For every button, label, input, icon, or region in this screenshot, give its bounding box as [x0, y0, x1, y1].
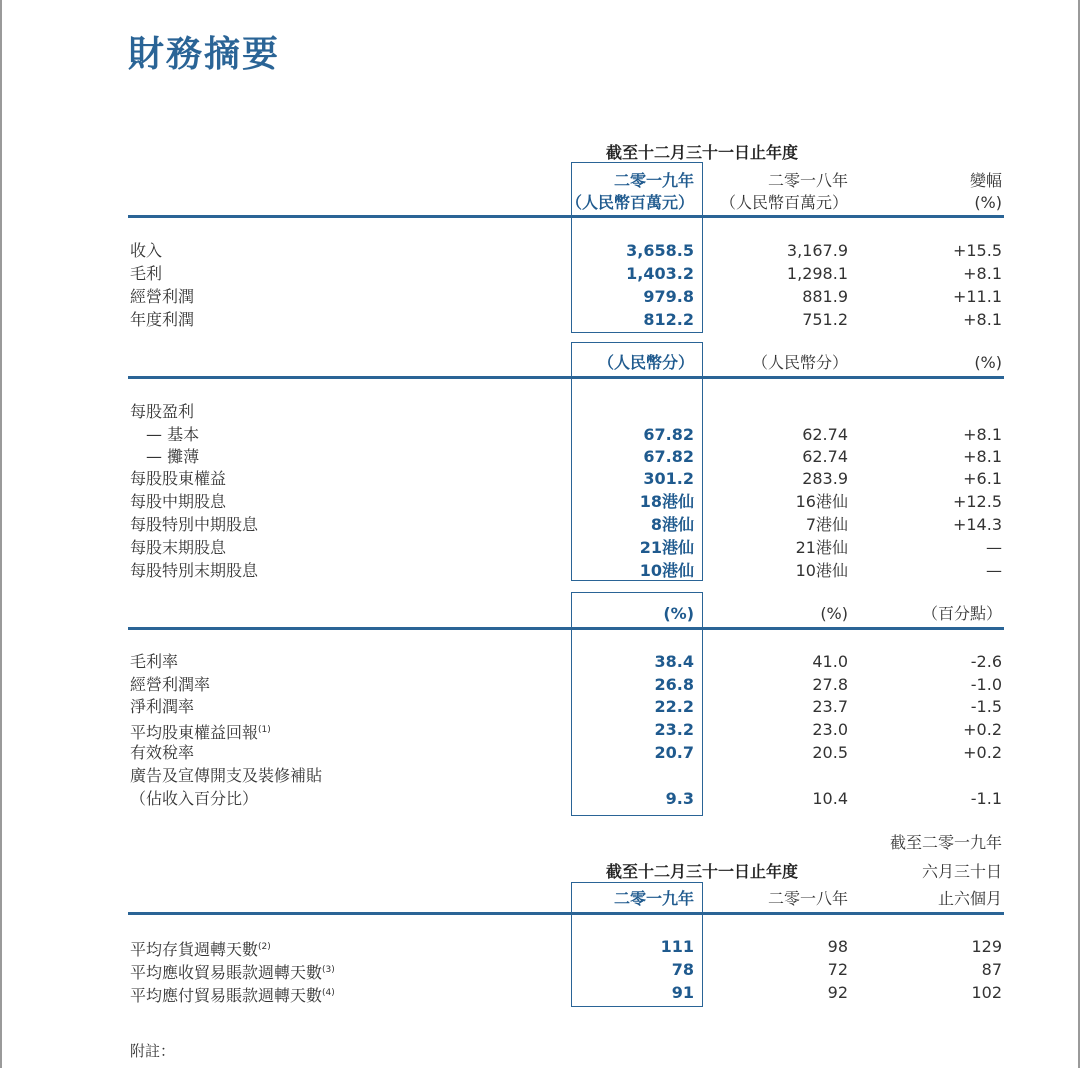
value-2019: 91 — [671, 983, 694, 1002]
value-2018: 10港仙 — [795, 561, 848, 580]
row-label: 有效稅率 — [130, 743, 195, 762]
value-change: +0.2 — [963, 743, 1002, 762]
value-2018: 16港仙 — [795, 492, 848, 511]
value-2018: 41.0 — [812, 652, 848, 671]
value-2018: 1,298.1 — [786, 264, 848, 283]
footnote-ref: (3) — [322, 965, 335, 975]
value-2019: 67.82 — [643, 425, 694, 444]
value-2018: 23.0 — [812, 720, 848, 739]
col-change-header: 變幅 — [969, 171, 1002, 190]
unit-change: （百分點） — [921, 604, 1002, 623]
col3-header-line2: 六月三十日 — [921, 862, 1002, 881]
footnote-ref: (2) — [258, 942, 271, 952]
row-label: — 基本 — [146, 425, 200, 444]
value-change: -1.1 — [970, 789, 1002, 808]
section-divider — [128, 627, 1004, 630]
row-label: 每股末期股息 — [130, 538, 227, 557]
value-change: +12.5 — [952, 492, 1002, 511]
row-label: 每股股東權益 — [130, 469, 227, 488]
value-2018: 21港仙 — [795, 538, 848, 557]
value-change: +8.1 — [963, 310, 1002, 329]
page-title: 財務摘要 — [128, 34, 281, 75]
value-change: +14.3 — [952, 515, 1002, 534]
row-label-text: 平均應收貿易賬款週轉天數 — [130, 963, 323, 982]
row-label: 收入 — [130, 241, 163, 260]
row-label: 每股特別末期股息 — [130, 561, 259, 580]
value-change: +6.1 — [963, 469, 1002, 488]
value-change: +8.1 — [963, 425, 1002, 444]
footnote-heading: 附註： — [130, 1042, 176, 1060]
row-label-text: 平均股東權益回報 — [130, 723, 259, 742]
value-2018: 98 — [827, 937, 848, 956]
value-2018: 751.2 — [802, 310, 848, 329]
value-2018: 62.74 — [802, 447, 848, 466]
col-2019-header: 二零一九年 — [613, 171, 694, 190]
value-2019: 812.2 — [643, 310, 694, 329]
value-2019: 67.82 — [643, 447, 694, 466]
row-label-text: 平均應付貿易賬款週轉天數 — [130, 986, 323, 1005]
period-header: 截至十二月三十一日止年度 — [605, 143, 798, 162]
section-divider — [128, 376, 1004, 379]
row-label: 經營利潤率 — [130, 675, 211, 694]
section-divider — [128, 215, 1004, 218]
row-label: 每股特別中期股息 — [130, 515, 259, 534]
row-label: 毛利率 — [130, 652, 179, 671]
unit-2018: （人民幣分） — [751, 353, 848, 372]
value-2019: 23.2 — [654, 720, 694, 739]
unit-2019: （人民幣分） — [597, 353, 694, 372]
unit-2019: （人民幣百萬元） — [565, 193, 694, 212]
row-label: 毛利 — [130, 264, 163, 283]
section-divider — [128, 912, 1004, 915]
page-edge-left — [0, 0, 2, 1068]
value-2018: 283.9 — [802, 469, 848, 488]
value-2018: 3,167.9 — [786, 241, 848, 260]
value-h1-2019: 87 — [981, 960, 1002, 979]
value-2019: 22.2 — [654, 697, 694, 716]
row-label-text: 平均存貨週轉天數 — [130, 940, 259, 959]
value-change: +11.1 — [952, 287, 1002, 306]
row-label: 每股中期股息 — [130, 492, 227, 511]
col-2018-header: 二零一八年 — [767, 171, 848, 190]
value-change: -2.6 — [970, 652, 1002, 671]
value-2018: 23.7 — [812, 697, 848, 716]
value-2018: 27.8 — [812, 675, 848, 694]
unit-change: (%) — [974, 193, 1002, 212]
value-2018: 10.4 — [812, 789, 848, 808]
value-2019: 38.4 — [654, 652, 694, 671]
value-change: +8.1 — [963, 447, 1002, 466]
row-label: 經營利潤 — [130, 287, 195, 306]
value-2019: 1,403.2 — [626, 264, 694, 283]
col3-header-line1: 截至二零一九年 — [889, 833, 1002, 852]
value-2018: 881.9 — [802, 287, 848, 306]
value-change: -1.5 — [970, 697, 1002, 716]
value-2018: 20.5 — [812, 743, 848, 762]
value-2019: 18港仙 — [639, 492, 694, 511]
value-2018: 7港仙 — [805, 515, 848, 534]
row-label-with-note — [130, 719, 271, 744]
value-change: +8.1 — [963, 264, 1002, 283]
value-2019: 78 — [671, 960, 694, 979]
row-label-with-note — [130, 982, 335, 1007]
value-h1-2019: 129 — [971, 937, 1002, 956]
value-change: — — [986, 538, 1002, 557]
value-2019: 20.7 — [654, 743, 694, 762]
unit-2019: (%) — [663, 604, 694, 623]
group-label: 每股盈利 — [130, 402, 195, 421]
value-2019: 111 — [660, 937, 694, 956]
value-2019: 301.2 — [643, 469, 694, 488]
value-2018: 62.74 — [802, 425, 848, 444]
row-label-with-note — [130, 936, 271, 961]
value-2018: 72 — [827, 960, 848, 979]
col3-header-line3: 止六個月 — [937, 889, 1002, 908]
row-label: — 攤薄 — [146, 447, 200, 466]
footnote-ref: (4) — [322, 988, 335, 998]
footnote-ref: (1) — [258, 725, 271, 735]
period-header: 截至十二月三十一日止年度 — [605, 862, 798, 881]
unit-change: (%) — [974, 353, 1002, 372]
value-2019: 979.8 — [643, 287, 694, 306]
row-label-with-note — [130, 959, 335, 984]
row-label-sub: （佔收入百分比） — [130, 789, 259, 808]
value-2019: 10港仙 — [639, 561, 694, 580]
row-label: 廣告及宣傳開支及裝修補貼 — [130, 766, 323, 785]
row-label: 淨利潤率 — [130, 697, 195, 716]
value-2019: 21港仙 — [639, 538, 694, 557]
value-change: -1.0 — [970, 675, 1002, 694]
value-change: — — [986, 561, 1002, 580]
value-2019: 8港仙 — [650, 515, 694, 534]
value-2019: 3,658.5 — [626, 241, 694, 260]
col-2018-header: 二零一八年 — [767, 889, 848, 908]
value-2019: 9.3 — [665, 789, 694, 808]
row-label: 年度利潤 — [130, 310, 195, 329]
col-2019-header: 二零一九年 — [613, 889, 694, 908]
value-2019: 26.8 — [654, 675, 694, 694]
value-change: +15.5 — [952, 241, 1002, 260]
value-2018: 92 — [827, 983, 848, 1002]
unit-2018: (%) — [820, 604, 848, 623]
unit-2018: （人民幣百萬元） — [719, 193, 848, 212]
value-h1-2019: 102 — [971, 983, 1002, 1002]
value-change: +0.2 — [963, 720, 1002, 739]
